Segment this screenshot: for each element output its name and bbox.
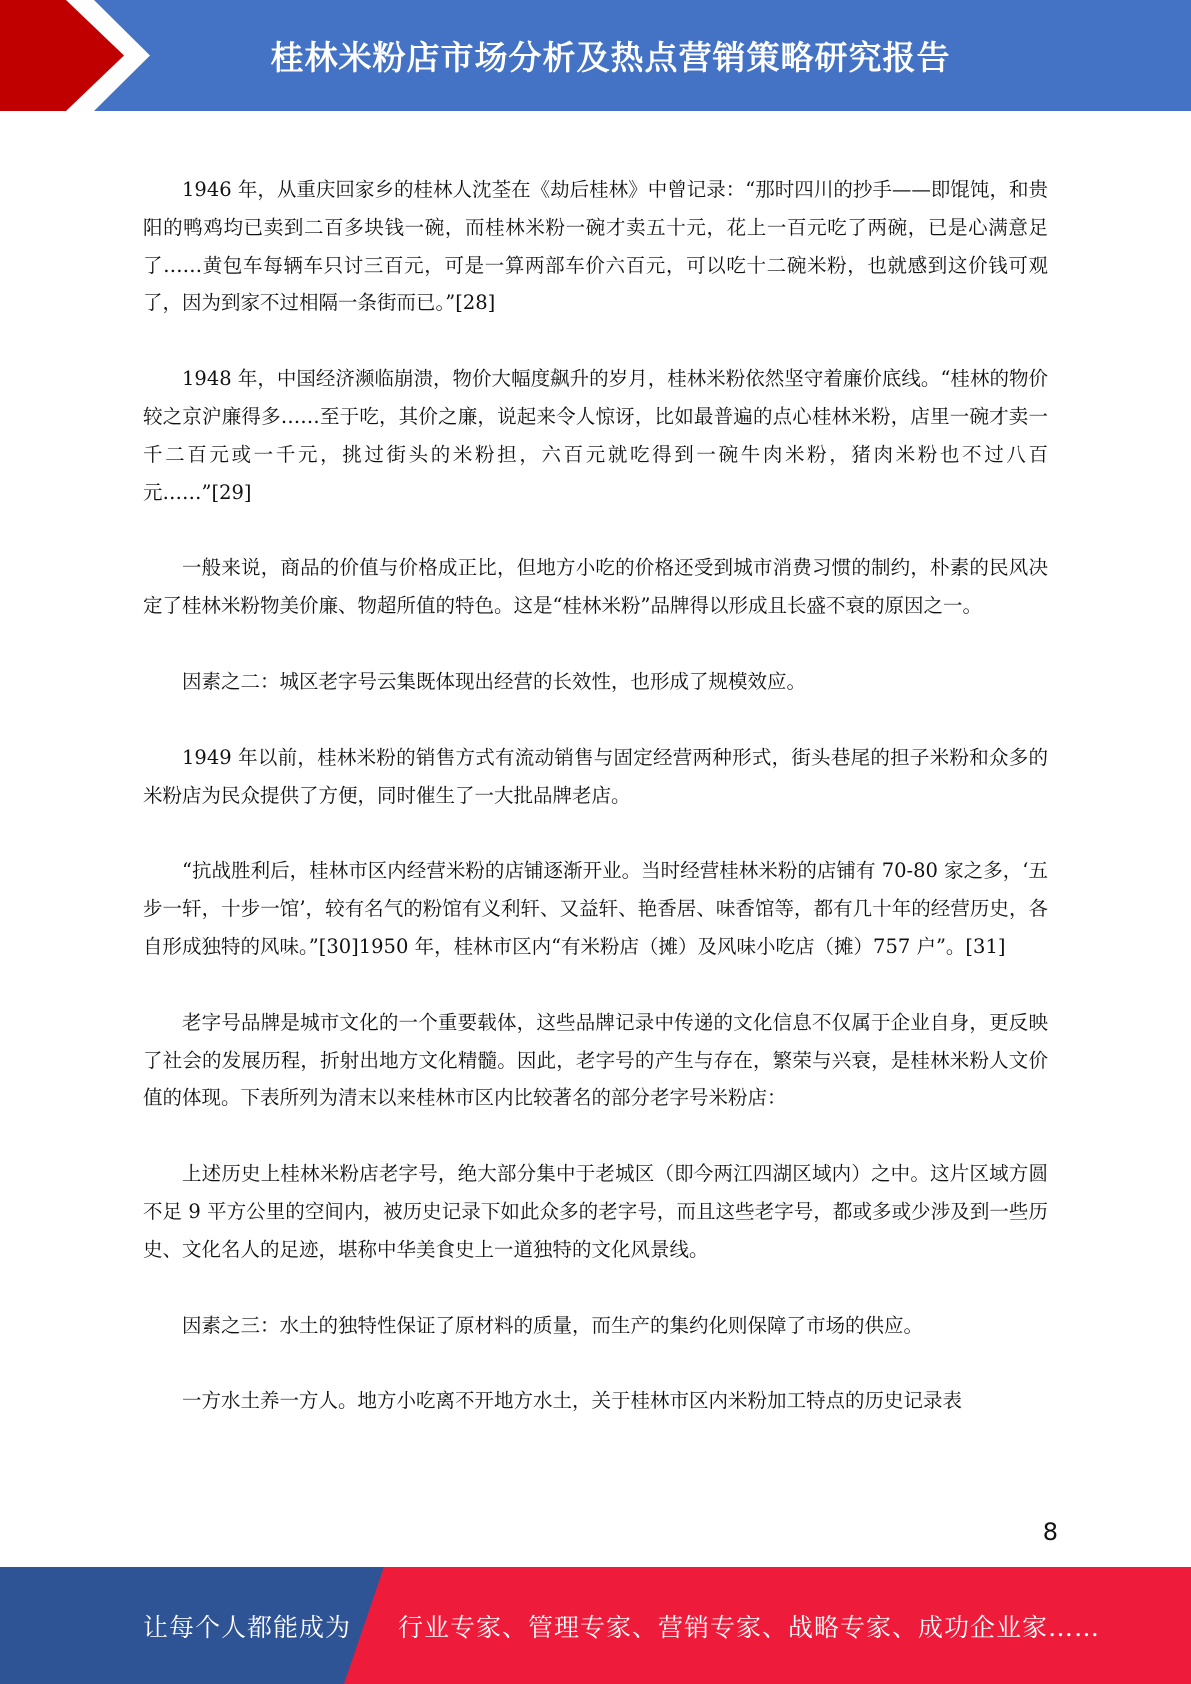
paragraph: 因素之三：水土的独特性保证了原材料的质量，而生产的集约化则保障了市场的供应。 [182, 1313, 924, 1337]
paragraph: 1946 年，从重庆回家乡的桂林人沈荃在《劫后桂林》中曾记录：“那时四川的抄手——即馄饨，和贵阳的鸭鸡均已卖到二百多块钱一碗，而桂林米粉一碗才卖五十元，花上一百元吃了两碗，已是心满意足了……黄包车每辆车只讨三百元，可是一算两部车价六百元，可以吃十二碗米粉，也就感到这价钱可观了，因为到家不过相隔一条街而已。”[28] [143, 178, 1048, 315]
report-title: 桂林米粉店市场分析及热点营销策略研究报告 [270, 38, 951, 77]
paragraph: 1948 年，中国经济濒临崩溃，物价大幅度飙升的岁月，桂林米粉依然坚守着廉价底线。“桂林的物价较之京沪廉得多……至于吃，其价之廉，说起来令人惊讶，比如最普遍的点心桂林米粉，店里一碗才卖一千二百元或一千元，挑过街头的米粉担，六百元就吃得到一碗牛肉米粉，猪肉米粉也不过八百元……”[29] [143, 367, 1048, 504]
paragraph: “抗战胜利后，桂林市区内经营米粉的店铺逐渐开业。当时经营桂林米粉的店铺有 70-80 家之多，‘五步一轩，十步一馆’，较有名气的粉馆有义利轩、又益轩、艳香居、味香馆等，都有几十年的经营历史，各自形成独特的风味。”[30]1950 年，桂林市区内“有米粉店（摊）及风味小吃店（摊）757 户”。[31] [143, 859, 1048, 958]
paragraph: 老字号品牌是城市文化的一个重要载体，这些品牌记录中传递的文化信息不仅属于企业自身，更反映了社会的发展历程，折射出地方文化精髓。因此，老字号的产生与存在，繁荣与兴衰，是桂林米粉人文价值的体现。下表所列为清末以来桂林市区内比较著名的部分老字号米粉店： [143, 1010, 1048, 1110]
page-footer [0, 1567, 1191, 1684]
header-arrow-icon [0, 0, 150, 111]
paragraph: 因素之二：城区老字号云集既体现出经营的长效性，也形成了规模效应。 [182, 669, 807, 693]
paragraph: 1949 年以前，桂林米粉的销售方式有流动销售与固定经营两种形式，街头巷尾的担子米粉和众多的米粉店为民众提供了方便，同时催生了一大批品牌老店。 [143, 745, 1048, 807]
paragraph: 上述历史上桂林米粉店老字号，绝大部分集中于老城区（即今两江四湖区域内）之中。这片区域方圆不足 9 平方公里的空间内，被历史记录下如此众多的老字号，而且这些老字号，都或多或少涉及到一些历史、文化名人的足迹，堪称中华美食史上一道独特的文化风景线。 [143, 1162, 1048, 1261]
paragraph: 一般来说，商品的价值与价格成正比，但地方小吃的价格还受到城市消费习惯的制约，朴素的民风决定了桂林米粉物美价廉、物超所值的特色。这是“桂林米粉”品牌得以形成且长盛不衰的原因之一。 [143, 556, 1048, 618]
page-header [0, 0, 1191, 111]
footer-slogan-right: 行业专家、管理专家、营销专家、战略专家、成功企业家…… [398, 1612, 1101, 1642]
paragraph: 一方水土养一方人。地方小吃离不开地方水土，关于桂林市区内米粉加工特点的历史记录表 [182, 1389, 963, 1413]
document-body [143, 171, 1048, 1458]
page-number: 8 [1042, 1518, 1058, 1546]
footer-slogan-left: 让每个人都能成为 [143, 1612, 352, 1642]
